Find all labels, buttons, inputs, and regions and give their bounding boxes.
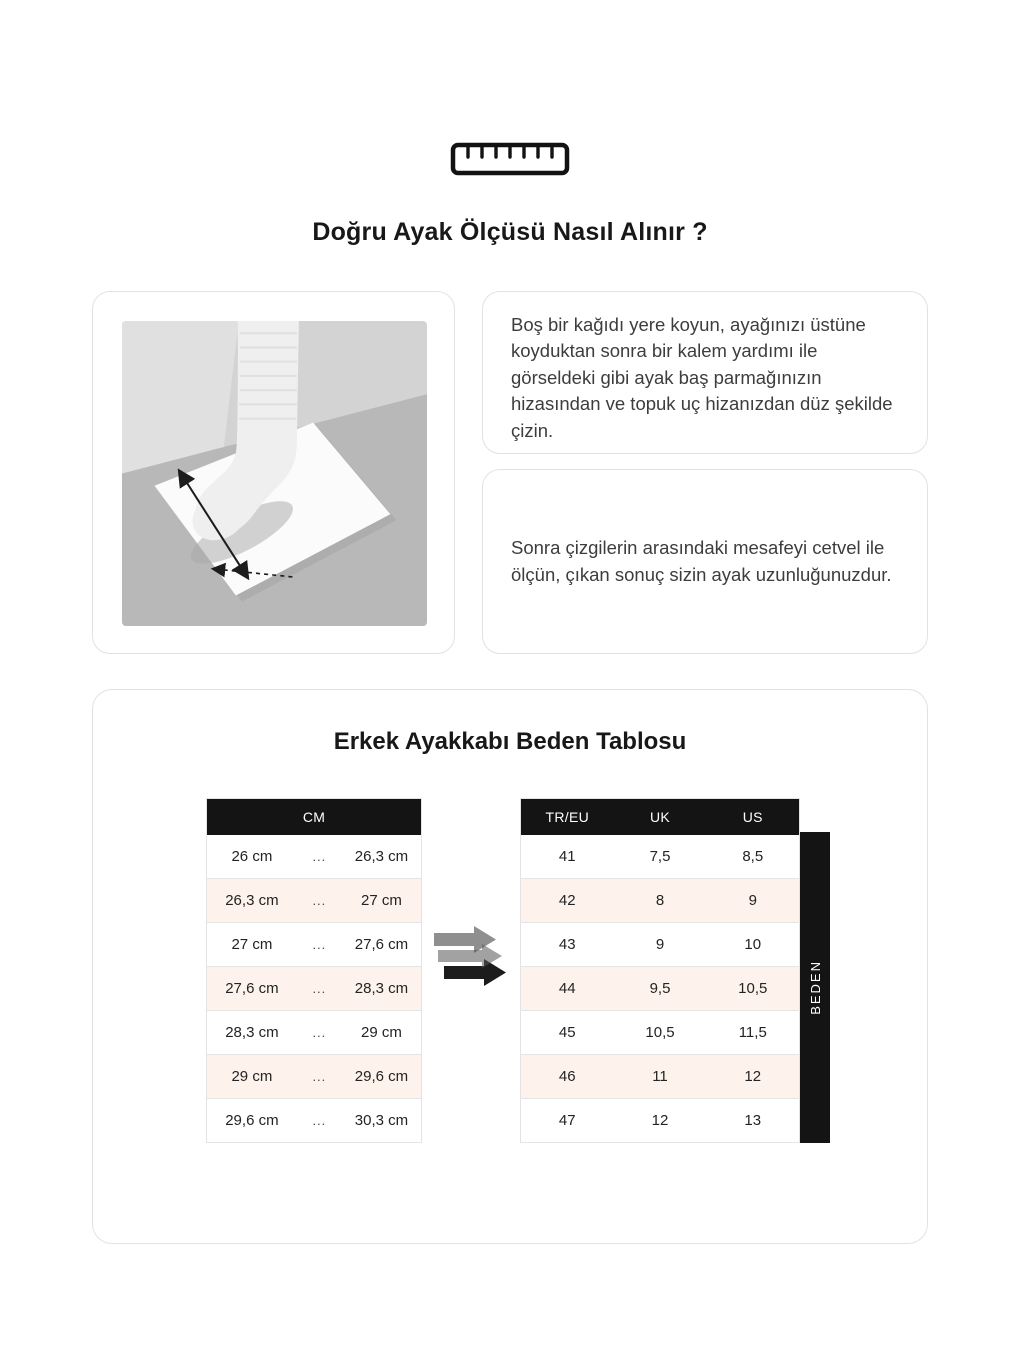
cm-range-dots: ... bbox=[297, 835, 342, 879]
tr-eu-size: 44 bbox=[521, 967, 614, 1011]
us-size: 8,5 bbox=[707, 835, 800, 879]
size-chart-title: Erkek Ayakkabı Beden Tablosu bbox=[333, 728, 687, 755]
instruction-text-1: Boş bir kağıdı yere koyun, ayağınızı üstüne koyduktan sonra bir kalem yardımı ile görseldeki gibi ayak baş parmağınızın hizasından ve topuk uç hizanızdan düz şekilde çizin. bbox=[511, 314, 893, 441]
tr-eu-size: 46 bbox=[521, 1055, 614, 1099]
tr-eu-size: 42 bbox=[521, 879, 614, 923]
cm-table-row bbox=[207, 879, 422, 923]
size-table-row bbox=[521, 1099, 800, 1143]
cm-range-end: 27,6 cm bbox=[342, 923, 422, 967]
tr-eu-size: 43 bbox=[521, 923, 614, 967]
tr-eu-size: 41 bbox=[521, 835, 614, 879]
instruction-card-1 bbox=[482, 291, 928, 454]
cm-range-end: 26,3 cm bbox=[342, 835, 422, 879]
uk-size: 7,5 bbox=[614, 835, 707, 879]
foot-measurement-photo bbox=[122, 321, 427, 626]
cm-range-end: 27 cm bbox=[342, 879, 422, 923]
uk-size: 8 bbox=[614, 879, 707, 923]
us-size: 13 bbox=[707, 1099, 800, 1143]
measurement-photo-card bbox=[92, 291, 455, 654]
size-table-row bbox=[521, 879, 800, 923]
ruler-icon-wrap bbox=[0, 142, 1020, 176]
instruction-text-2: Sonra çizgilerin arasındaki mesafeyi cetvel ile ölçün, çıkan sonuç sizin ayak uzunluğunuzdur. bbox=[511, 537, 892, 585]
double-arrow-icon bbox=[434, 924, 508, 996]
cm-range-start: 26,3 cm bbox=[207, 879, 297, 923]
uk-size: 10,5 bbox=[614, 1011, 707, 1055]
cm-range-end: 28,3 cm bbox=[342, 967, 422, 1011]
tr-eu-size: 47 bbox=[521, 1099, 614, 1143]
cm-table-row bbox=[207, 923, 422, 967]
cm-range-dots: ... bbox=[297, 1011, 342, 1055]
sizes-table bbox=[520, 798, 800, 1143]
cm-range-start: 29 cm bbox=[207, 1055, 297, 1099]
uk-size: 12 bbox=[614, 1099, 707, 1143]
cm-range-start: 27 cm bbox=[207, 923, 297, 967]
cm-range-dots: ... bbox=[297, 1099, 342, 1143]
conversion-arrows-wrap bbox=[422, 798, 520, 996]
cm-range-dots: ... bbox=[297, 967, 342, 1011]
cm-range-end: 30,3 cm bbox=[342, 1099, 422, 1143]
instruction-card-2 bbox=[482, 469, 928, 654]
cm-range-start: 27,6 cm bbox=[207, 967, 297, 1011]
sizes-table-wrap bbox=[520, 798, 830, 1143]
ruler-icon bbox=[450, 142, 570, 176]
cm-table-row bbox=[207, 835, 422, 879]
size-chart-card bbox=[92, 689, 928, 1244]
cm-table-row bbox=[207, 1011, 422, 1055]
cm-range-end: 29,6 cm bbox=[342, 1055, 422, 1099]
tr-eu-size: 45 bbox=[521, 1011, 614, 1055]
cm-range-dots: ... bbox=[297, 1055, 342, 1099]
instruction-cards bbox=[482, 291, 928, 654]
uk-size: 11 bbox=[614, 1055, 707, 1099]
cm-range-start: 28,3 cm bbox=[207, 1011, 297, 1055]
cm-table-row bbox=[207, 967, 422, 1011]
us-size: 12 bbox=[707, 1055, 800, 1099]
cm-range-dots: ... bbox=[297, 923, 342, 967]
us-size: 10,5 bbox=[707, 967, 800, 1011]
us-size: 10 bbox=[707, 923, 800, 967]
uk-size: 9 bbox=[614, 923, 707, 967]
size-table-row bbox=[521, 923, 800, 967]
us-header: US bbox=[707, 799, 800, 836]
instructions-section bbox=[92, 291, 928, 654]
cm-range-dots: ... bbox=[297, 879, 342, 923]
cm-range-start: 26 cm bbox=[207, 835, 297, 879]
size-table-row bbox=[521, 835, 800, 879]
size-table-row bbox=[521, 1055, 800, 1099]
cm-table-header: CM bbox=[207, 799, 422, 836]
cm-range-end: 29 cm bbox=[342, 1011, 422, 1055]
beden-side-label bbox=[800, 832, 830, 1143]
cm-table bbox=[206, 798, 422, 1143]
size-table-row bbox=[521, 1011, 800, 1055]
us-size: 9 bbox=[707, 879, 800, 923]
sizes-table-header-row bbox=[521, 799, 800, 836]
size-tables bbox=[93, 798, 927, 1143]
cm-table-row bbox=[207, 1055, 422, 1099]
us-size: 11,5 bbox=[707, 1011, 800, 1055]
cm-range-start: 29,6 cm bbox=[207, 1099, 297, 1143]
tr-eu-header: TR/EU bbox=[521, 799, 614, 836]
cm-table-header-row bbox=[207, 799, 422, 836]
page-title: Doğru Ayak Ölçüsü Nasıl Alınır ? bbox=[312, 218, 708, 246]
uk-header: UK bbox=[614, 799, 707, 836]
beden-side-label-text: BEDEN bbox=[807, 960, 823, 1015]
cm-table-row bbox=[207, 1099, 422, 1143]
uk-size: 9,5 bbox=[614, 967, 707, 1011]
size-table-row bbox=[521, 967, 800, 1011]
